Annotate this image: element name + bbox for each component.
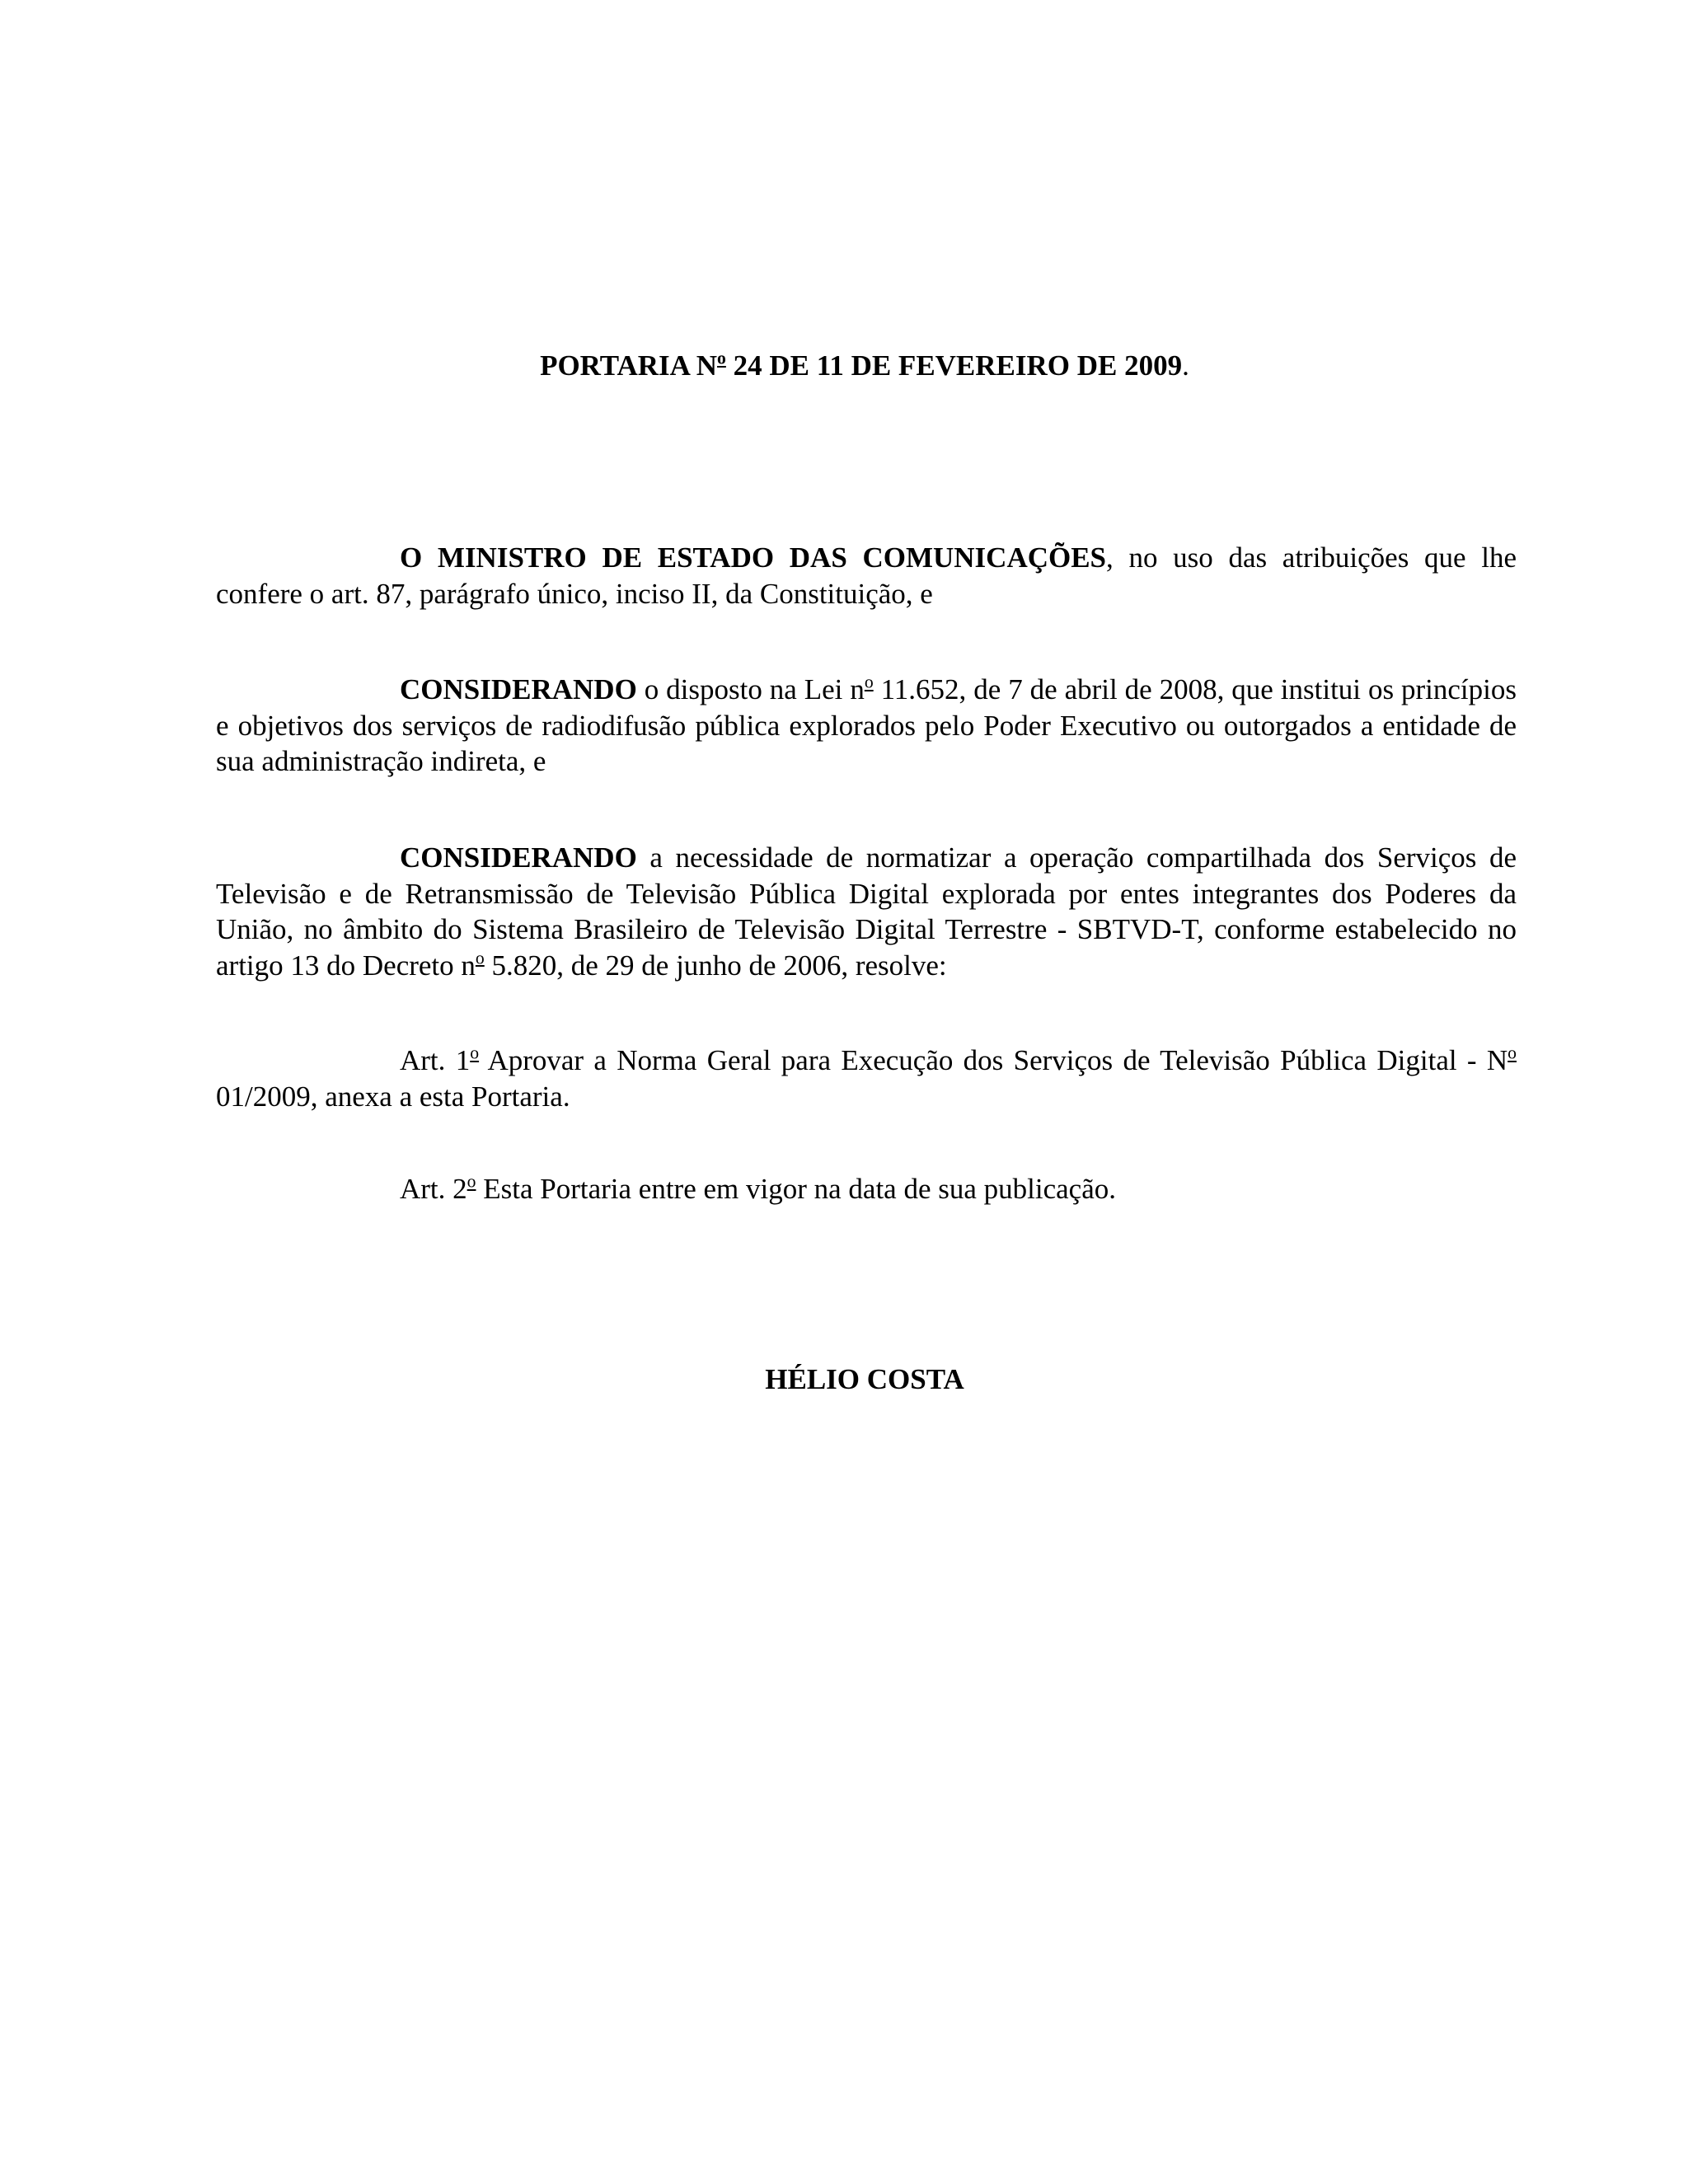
paragraph-considerando-2 xyxy=(216,840,1517,983)
title-text-post: 24 DE 11 DE FEVEREIRO DE 2009 xyxy=(725,349,1183,382)
paragraph-considerando-1 xyxy=(216,672,1517,780)
title-ordinal: o xyxy=(717,348,726,368)
article-1-ordinal: o xyxy=(470,1043,480,1063)
article-1-text-b: Aprovar a Norma Geral para Execução dos Serviços de Televisão Pública Digital - N xyxy=(479,1044,1508,1076)
title-text-pre: PORTARIA N xyxy=(540,349,718,382)
paragraph-minister xyxy=(216,540,1517,612)
considerando-2-label: CONSIDERANDO xyxy=(400,841,637,874)
title-period: . xyxy=(1182,349,1189,382)
paragraph-article-1 xyxy=(216,1043,1517,1114)
paragraph-article-2 xyxy=(216,1171,1517,1207)
minister-text: , no uso das atribuições que lhe confere o art. 87, parágrafo único, inciso II, da Constituição, e xyxy=(216,541,1517,610)
considerando-1-text-a: o disposto na Lei n xyxy=(636,673,865,705)
article-1-number-ordinal: o xyxy=(1507,1043,1517,1063)
considerando-2-ordinal: o xyxy=(475,948,485,968)
considerando-2-text-a: a necessidade de normatizar a operação compartilhada dos Serviços de Televisão e de Retransmissão de Televisão Pública Digital explorada por entes integrantes dos Poderes da União, no âmbito do Sistema Brasileiro de Televisão Digital Terrestre - SBTVD-T, conforme estabelecido no artigo 13 do Decreto n xyxy=(216,841,1517,982)
article-2-text-b: Esta Portaria entre em vigor na data de sua publicação. xyxy=(476,1173,1116,1205)
article-2-text-a: Art. 2 xyxy=(400,1173,467,1205)
signature-name: HÉLIO COSTA xyxy=(765,1363,964,1395)
considerando-1-ordinal: o xyxy=(864,672,874,692)
considerando-1-label: CONSIDERANDO xyxy=(400,673,637,705)
document-title xyxy=(0,346,1688,386)
minister-heading: O MINISTRO DE ESTADO DAS COMUNICAÇÕES xyxy=(400,541,1107,574)
considerando-2-text-b: 5.820, de 29 de junho de 2006, resolve: xyxy=(484,949,947,982)
article-1-text-c: 01/2009, anexa a esta Portaria. xyxy=(216,1080,570,1113)
article-1-text-a: Art. 1 xyxy=(400,1044,471,1076)
considerando-1-text-b: 11.652, de 7 de abril de 2008, que institui os princípios e objetivos dos serviços de radiodifusão pública explorados pelo Poder Executivo ou outorgados a entidade de sua administração indireta, e xyxy=(216,673,1517,777)
article-2-ordinal: o xyxy=(467,1171,476,1192)
